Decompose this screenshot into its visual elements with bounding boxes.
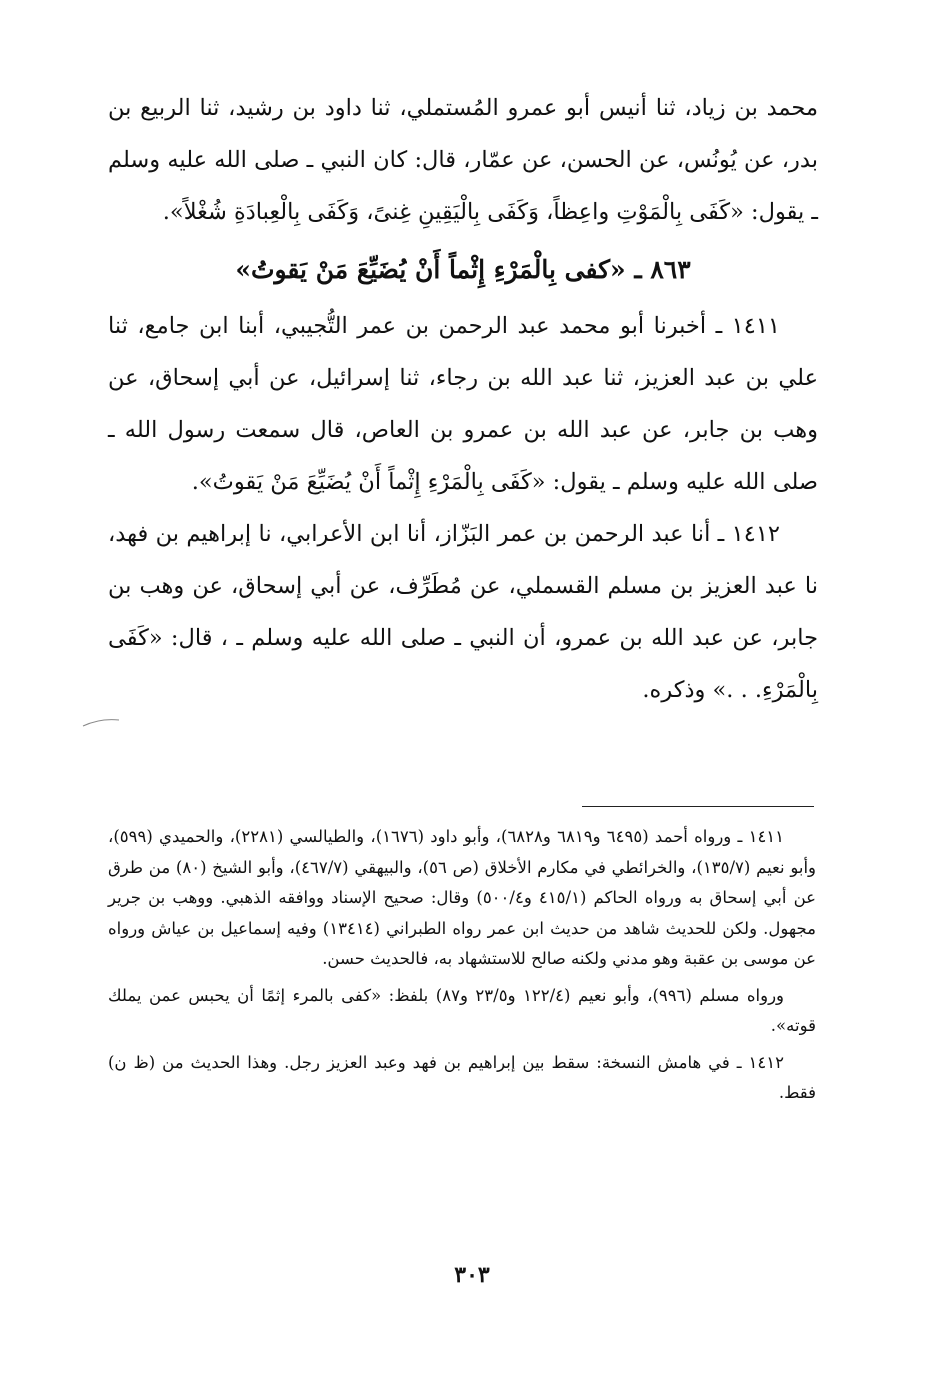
page-number: ٣٠٣ <box>454 1262 490 1288</box>
footnote-1412: ١٤١٢ ـ في هامش النسخة: سقط بين إبراهيم بن فهد وعبد العزيز رجل. وهذا الحديث من (ظ ن) فقط. <box>108 1052 816 1102</box>
footnote-1411: ١٤١١ ـ ورواه أحمد (٦٤٩٥ و٦٨١٩ و٦٨٢٨)، وأبو داود (١٦٧٦)، والطيالسي (٢٢٨١)، والحميدي (٥٩٩)، وأبو نعيم (١٣٥/٧)، والخرائطي في مكارم الأخلاق (ص ٥٦)، والبيهقي (٤٦٧/٧)، وأبو الشيخ (٨٠) من طرق عن أبي إسحاق به ورواه الحاكم (٤١٥/١ و٥٠٠/٤) وقال: صحيح الإسناد ووافقه الذهبي. ووهب بن جرير مجهول. ولكن للحديث شاهد من حديث ابن عمر رواه الطبراني (١٣٤١٤) وفيه إسماعيل بن عياش ورواه عن موسى بن عقبة وهو مدني ولكنه صالح للاستشهاد به، فالحديث حسن. <box>108 827 817 968</box>
margin-line-mark <box>82 714 120 730</box>
hadith-1412: ١٤١٢ ـ أنا عبد الرحمن بن عمر البَزّاز، أنا ابن الأعرابي، نا إبراهيم بن فهد، نا عبد العزيز بن مسلم القسملي، عن مُطَرِّف، عن أبي إسحاق، عن وهب بن جابر، عن عبد الله بن عمرو، أن النبي ـ صلى الله عليه وسلم ـ ، قال: «كَفَى بِالْمَرْءِ. . .» وذكره. <box>108 521 818 703</box>
chapter-heading: ٨٦٣ ـ «كفى بِالْمَرْءِ إِثْماً أَنْ يُضَيِّعَ مَنْ يَقوتُ» <box>235 255 691 284</box>
hadith-1411: ١٤١١ ـ أخبرنا أبو محمد عبد الرحمن بن عمر التُّجيبي، أبنا ابن جامع، ثنا علي بن عبد العزيز، ثنا عبد الله بن رجاء، ثنا إسرائيل، عن أبي إسحاق، عن وهب بن جابر، عن عبد الله بن عمرو بن العاص، قال سمعت رسول الله ـ صلى الله عليه وسلم ـ يقول: «كَفَى بِالْمَرْءِ إِثْماً أَنْ يُضَيِّعَ مَنْ يَقوتُ». <box>108 313 818 495</box>
footnote-1411-cont: ورواه مسلم (٩٩٦)، وأبو نعيم (١٢٢/٤ و٢٣/٥ و٨٧) بلفظ: «كفى بالمرء إثمًا أن يحبس عمن يملك قوته». <box>108 985 816 1035</box>
footnote-divider <box>582 806 814 807</box>
paragraph-continuation: محمد بن زياد، ثنا أنيس أبو عمرو المُستملي، ثنا داود بن رشيد، ثنا الربيع بن بدر، عن يُونُس، عن الحسن، عن عمّار، قال: كان النبي ـ صلى الله عليه وسلم ـ يقول: «كَفَى بِالْمَوْتِ واعِظاً، وَكَفَى بِالْيَقِينِ غِنىً، وَكَفَى بِالْعِبادَةِ شُغْلاً». <box>108 95 818 225</box>
main-text <box>108 82 818 716</box>
footnotes <box>108 822 816 1115</box>
